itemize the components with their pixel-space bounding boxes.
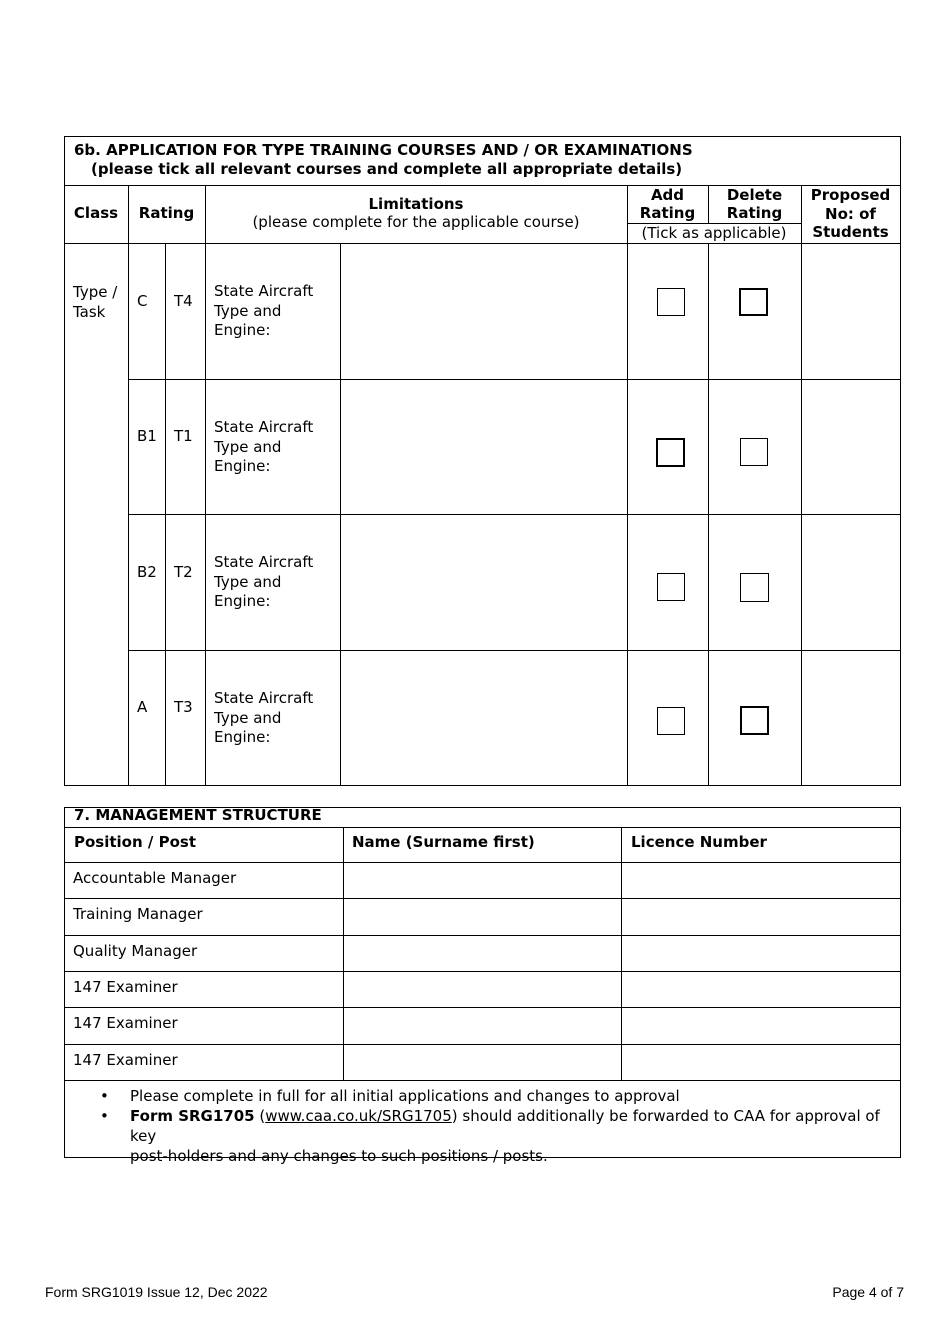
header-licence: Licence Number <box>631 833 767 851</box>
header-position: Position / Post <box>74 833 196 851</box>
header-delete-line2: Rating <box>726 203 783 222</box>
delete-rating-checkbox[interactable] <box>740 438 768 466</box>
licence-input[interactable] <box>622 863 900 898</box>
row-label-line2: Type and <box>214 301 282 320</box>
class-type-task <box>73 283 117 322</box>
row-type: T2 <box>174 563 193 581</box>
row-type: T3 <box>174 698 193 716</box>
row-label-line3: Engine: <box>214 457 271 475</box>
note-1-text: Please complete in full for all initial applications and changes to approval <box>130 1087 680 1105</box>
row-label-line3: Engine: <box>214 321 271 339</box>
position-label: Accountable Manager <box>73 869 237 887</box>
row-label-line3: Engine: <box>214 592 271 610</box>
name-input[interactable] <box>344 863 621 898</box>
aircraft-type-input[interactable] <box>341 651 627 785</box>
name-input[interactable] <box>344 936 621 971</box>
row-label <box>214 418 313 477</box>
row-label-line1: State Aircraft <box>214 553 314 571</box>
students-input[interactable] <box>802 380 900 514</box>
row-category: B1 <box>137 427 157 445</box>
header-class: Class <box>73 204 119 222</box>
paren-open: ( <box>259 1107 266 1125</box>
header-tick-note: (Tick as applicable) <box>641 224 787 242</box>
name-input[interactable] <box>344 1008 621 1044</box>
row-label-line1: State Aircraft <box>214 418 314 436</box>
delete-rating-checkbox[interactable] <box>739 288 768 316</box>
row-category: C <box>137 292 148 310</box>
header-limitations: Limitations <box>368 195 464 213</box>
srg1705-link[interactable]: www.caa.co.uk/SRG1705 <box>265 1107 452 1125</box>
students-input[interactable] <box>802 651 900 785</box>
row-type: T4 <box>174 292 193 310</box>
delete-rating-checkbox[interactable] <box>740 573 769 602</box>
row-category: B2 <box>137 563 157 581</box>
aircraft-type-input[interactable] <box>341 244 627 379</box>
position-label: Training Manager <box>73 905 203 923</box>
header-add-line1: Add <box>650 186 685 204</box>
row-label-line2: Type and <box>214 708 282 727</box>
name-input[interactable] <box>344 972 621 1007</box>
row-label <box>214 553 313 612</box>
note-item <box>64 1086 884 1106</box>
row-label-line2: Type and <box>214 437 282 456</box>
row-label-line3: Engine: <box>214 728 271 746</box>
licence-input[interactable] <box>622 936 900 971</box>
section-6b-title: 6b. APPLICATION FOR TYPE TRAINING COURSES AND / OR EXAMINATIONS <box>74 141 693 159</box>
delete-rating-checkbox[interactable] <box>740 706 769 735</box>
header-delete-rating <box>708 186 801 223</box>
footer-form-id: Form SRG1019 Issue 12, Dec 2022 <box>45 1284 268 1300</box>
row-type: T1 <box>174 427 193 445</box>
position-label: Quality Manager <box>73 942 198 960</box>
licence-input[interactable] <box>622 1008 900 1044</box>
row-label-line1: State Aircraft <box>214 282 314 300</box>
note-2-text: should additionally be forwarded to CAA for approval of key <box>130 1107 880 1145</box>
header-proposed-line1: Proposed <box>810 186 891 204</box>
section-7-title: 7. MANAGEMENT STRUCTURE <box>74 806 322 824</box>
students-input[interactable] <box>802 515 900 650</box>
header-rating: Rating <box>138 204 195 222</box>
header-name: Name (Surname first) <box>352 833 535 851</box>
aircraft-type-input[interactable] <box>341 380 627 514</box>
header-proposed-line2: No: of <box>825 204 876 223</box>
add-rating-checkbox[interactable] <box>657 573 685 601</box>
position-label: 147 Examiner <box>73 1014 178 1032</box>
row-category: A <box>137 698 148 716</box>
header-add-line2: Rating <box>639 203 696 222</box>
name-input[interactable] <box>344 1045 621 1080</box>
position-label: 147 Examiner <box>73 1051 178 1069</box>
row-label-line1: State Aircraft <box>214 689 314 707</box>
licence-input[interactable] <box>622 1045 900 1080</box>
section-6b-subtitle: (please tick all relevant courses and complete all appropriate details) <box>91 160 683 178</box>
add-rating-checkbox[interactable] <box>657 288 685 316</box>
note-item <box>64 1106 884 1166</box>
header-add-rating <box>627 186 708 223</box>
header-delete-line1: Delete <box>726 186 783 204</box>
licence-input[interactable] <box>622 972 900 1007</box>
header-limitations-note: (please complete for the applicable course) <box>252 213 580 231</box>
notes-list <box>64 1086 884 1166</box>
header-proposed-students <box>801 186 900 243</box>
position-label: 147 Examiner <box>73 978 178 996</box>
name-input[interactable] <box>344 899 621 935</box>
students-input[interactable] <box>802 244 900 379</box>
row-label-line2: Type and <box>214 572 282 591</box>
header-proposed-line3: Students <box>812 223 889 241</box>
licence-input[interactable] <box>622 899 900 935</box>
row-label <box>214 689 313 748</box>
class-label-line1: Type / <box>73 283 118 301</box>
aircraft-type-input[interactable] <box>341 515 627 650</box>
note-2-text-cont: post-holders and any changes to such positions / posts. <box>130 1147 548 1165</box>
add-rating-checkbox[interactable] <box>657 707 685 735</box>
note-2-bold: Form SRG1705 <box>130 1107 255 1125</box>
class-label-line2: Task <box>73 302 106 321</box>
footer-page-number: Page 4 of 7 <box>832 1284 904 1300</box>
paren-close: ) <box>451 1107 458 1125</box>
row-label <box>214 282 313 341</box>
add-rating-checkbox[interactable] <box>656 438 685 467</box>
